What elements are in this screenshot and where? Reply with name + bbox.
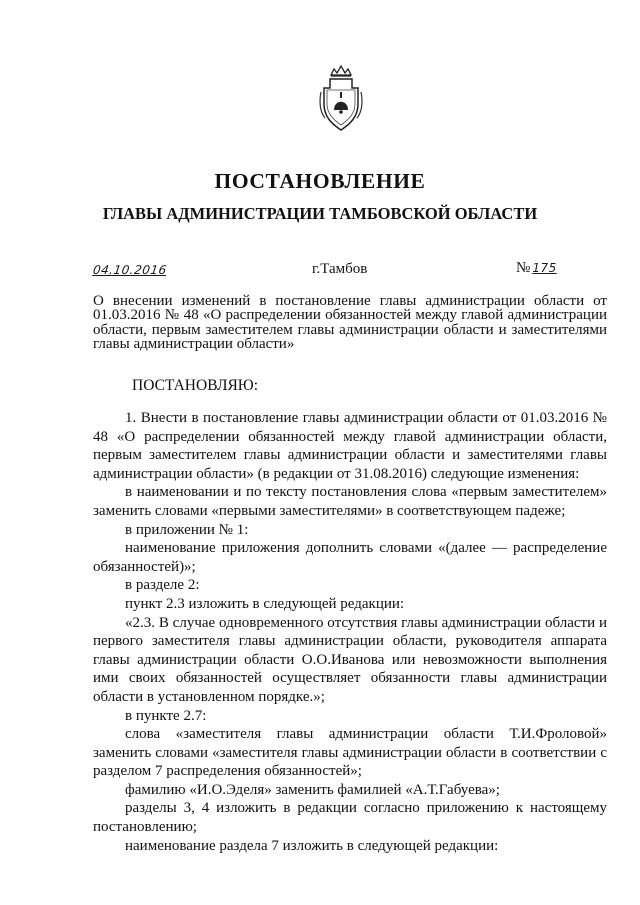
body-paragraph: слова «заместителя главы администрации области Т.И.Фроловой» заменить словами «заместителя главы администрации области в соответствии с разделом 7 распределения обязанностей»;: [93, 726, 607, 780]
body-paragraph: наименование раздела 7 изложить в следующей редакции:: [125, 837, 499, 854]
document-title: ПОСТАНОВЛЕНИЕ: [214, 169, 426, 193]
body-paragraph: фамилию «И.О.Эделя» заменить фамилией «А.Т.Габуева»;: [125, 781, 500, 798]
coat-of-arms-emblem: [318, 62, 364, 134]
number-sign: №: [516, 260, 531, 276]
document-subtitle: ГЛАВЫ АДМИНИСТРАЦИИ ТАМБОВСКОЙ ОБЛАСТИ: [102, 204, 538, 223]
body-paragraph: пункт 2.3 изложить в следующей редакции:: [125, 595, 405, 612]
body-paragraph: в наименовании и по тексту постановления слова «первым заместителем» заменить словами «первыми заместителями» в соответствующем падеже;: [93, 484, 607, 519]
resolve-heading: ПОСТАНОВЛЯЮ:: [132, 377, 259, 394]
body-paragraph: в пункте 2.7:: [125, 707, 207, 724]
document-city: г.Тамбов: [312, 261, 368, 277]
body-paragraph: наименование приложения дополнить словами «(далее — распределение обязанностей)»;: [93, 540, 607, 575]
body-paragraph: «2.3. В случае одновременного отсутствия главы администрации области и первого заместителя главы администрации области, руководителя аппарата главы администрации области О.О.Иванова или невозможности выполнения ими своих обязанностей осуществляет обязанности главы администрации области в установленном порядке.»;: [93, 614, 607, 705]
document-number: [516, 260, 557, 277]
document-topic: О внесении изменений в постановление главы администрации области от 01.03.2016 № 48 «О распределении обязанностей между главой администрации области, первым заместителем главы администрации области и заместителями главы администрации области»: [93, 293, 607, 353]
body-paragraph: 1. Внести в постановление главы администрации области от 01.03.2016 № 48 «О распределении обязанностей между главой администрации области, первым заместителем главы администрации области и заместителями главы администрации области» (в редакции от 31.08.2016) следующие изменения:: [93, 410, 607, 482]
body-paragraph: разделы 3, 4 изложить в редакции согласно приложению к настоящему постановлению;: [93, 800, 607, 836]
body-paragraph: в приложении № 1:: [125, 521, 249, 538]
document-body: [93, 409, 607, 855]
body-paragraph: в разделе 2:: [125, 577, 200, 594]
document-date: 04.10.2016: [92, 263, 168, 277]
number-value: 175: [532, 261, 557, 275]
